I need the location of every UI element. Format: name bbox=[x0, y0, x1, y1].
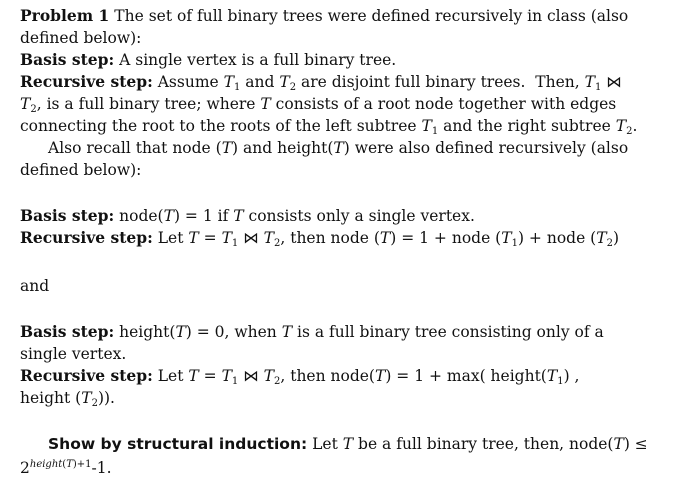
node-recursive-label: Recursive step: bbox=[20, 228, 153, 247]
height-recursive-step-line-2: height $(T_2)$). bbox=[20, 389, 115, 409]
tree-recursive-label: Recursive step: bbox=[20, 72, 153, 91]
problem-heading: Problem 1 bbox=[20, 6, 110, 25]
tree-basis-text: A single vertex is a full binary tree. bbox=[119, 51, 397, 69]
tree-basis-step bbox=[20, 50, 396, 70]
height-basis-label: Basis step: bbox=[20, 322, 115, 341]
recall-line-1: Also recall that node (T) and height(T) were also defined recursively (also bbox=[48, 139, 629, 157]
tree-basis-label: Basis step: bbox=[20, 50, 115, 69]
task-formula: $2^{height(T)+1}-1$. bbox=[20, 459, 112, 477]
height-recursive-step-line-1: Recursive step: Let $T = T_1$ ⋈ $T_2$, then node(T) = 1 + max( $height(T_1)$ , bbox=[20, 366, 580, 387]
tree-recursive-step-line-1: Recursive step: Assume $T_1$ and $T_2$ are disjoint full binary trees. Then, $T_1$ ⋈ bbox=[20, 72, 622, 93]
node-basis-label: Basis step: bbox=[20, 206, 115, 225]
height-recursive-label: Recursive step: bbox=[20, 366, 153, 385]
tree-recursive-step-line-2: $T_2$, is a full binary tree; where T consists of a root node together with edges bbox=[20, 95, 617, 115]
task-line-1: Show by structural induction: Let T be a full binary tree, then, node(T) ≤ bbox=[48, 435, 648, 453]
node-recursive-step: Recursive step: Let $T = T_1$ ⋈ $T_2$, then node (T) = 1 + node $(T_1)$ + node $(T_2)$ bbox=[20, 228, 620, 249]
node-basis-step: Basis step: node(T) = 1 if T consists only a single vertex. bbox=[20, 206, 475, 225]
height-basis-step-line-2: single vertex. bbox=[20, 345, 127, 363]
problem-intro-line-1 bbox=[20, 6, 628, 26]
task-bold-text: Show by structural induction: bbox=[48, 435, 308, 453]
height-basis-step-line-1: Basis step: height(T) = 0, when T is a full binary tree consisting only of a bbox=[20, 322, 604, 341]
problem-intro-line-2: defined below): bbox=[20, 29, 142, 47]
recall-line-2: defined below): bbox=[20, 161, 142, 179]
and-word: and bbox=[20, 277, 50, 295]
problem-intro-text: The set of full binary trees were defined recursively in class (also bbox=[114, 7, 629, 25]
tree-recursive-step-line-3: connecting the root to the roots of the left subtree $T_1$ and the right subtree $T_2$. bbox=[20, 117, 638, 137]
